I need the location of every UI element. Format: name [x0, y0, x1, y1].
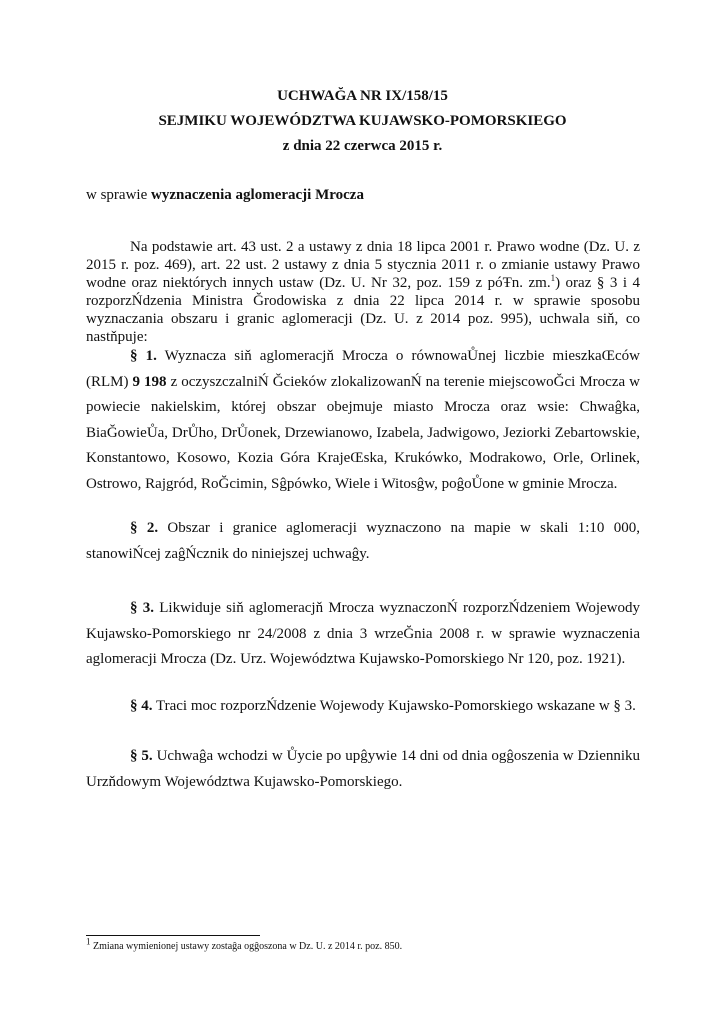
paragraph-text: Obszar i granice aglomeracji wyznaczono na mapie w skali 1:10 000, stanowiŃcej zaĝŃcznik do niniejszej uchwaĝy.	[86, 520, 641, 562]
paragraph-number: § 5.	[130, 748, 153, 764]
paragraph-2	[86, 516, 640, 567]
legal-basis-text-b: ) oraz § 3 i 4 rozporzŃdzenia Ministra Ğrodowiska z dnia 22 lipca 2014 r. w sprawie sposobu wyznaczania obszaru i granic aglomeracji (Dz. U. z 2014 poz. 995), uchwala siň, co nastňpuje:	[86, 275, 640, 345]
footnote-divider	[86, 935, 260, 936]
paragraph-number: § 4.	[130, 698, 153, 714]
footnote	[86, 936, 403, 952]
subject-prefix: w sprawie	[86, 187, 151, 203]
subject-title: wyznaczenia aglomeracji Mrocza	[150, 187, 364, 203]
paragraph-1	[86, 344, 640, 497]
footnote-reference: 1	[550, 273, 556, 283]
rlm-value: 9 198	[132, 373, 167, 390]
paragraph-text-cont: z oczyszczalniŃ Ğcieków zlokalizowanŃ na terenie miejscowoĞci Mrocza w powiecie nakielskim, której obszar obejmuje miasto Mrocza oraz wsie: Chwaĝka, BiaĞowieŮa, DrŮho, DrŮonek, Drzewianowo, Izabela, Jadwigowo, Jeziorki Zebartowskie, Konstantowo, Kosowo, Kozia Góra KrajeŒska, Krukówko, Modrakowo, Orle, Orlinek, Ostrowo, Rajgród, RoĞcimin, Sĝpówko, Wiele i Witosĝw, poĝoŮone w gminie Mrocza.	[86, 373, 641, 492]
paragraph-text: Uchwaĝa wchodzi w Ůycie po upĝywie 14 dni od dnia ogĝoszenia w Dzienniku Urzňdowym Województwa Kujawsko-Pomorskiego.	[86, 748, 641, 790]
legal-basis	[86, 238, 640, 346]
paragraph-number: § 1.	[130, 348, 157, 364]
paragraph-4	[86, 694, 640, 720]
paragraph-text: Wyznacza siň aglomeracjň Mrocza o równowaŮnej liczbie mieszkaŒców (RLM)	[86, 348, 641, 390]
resolution-date: z dnia 22 czerwca 2015 r.	[282, 138, 443, 154]
subject-line	[86, 187, 364, 204]
footnote-mark: 1	[86, 936, 91, 947]
paragraph-number: § 3.	[130, 600, 155, 616]
paragraph-text: Likwiduje siň aglomeracjň Mrocza wyznaczonŃ rozporzŃdzeniem Wojewody Kujawsko-Pomorskiego nr 24/2008 z dnia 3 wrzeĞnia 2008 r. w sprawie wyznaczenia aglomeracji Mrocza (Dz. Urz. Województwa Kujawsko-Pomorskiego Nr 120, poz. 1921).	[86, 600, 640, 667]
paragraph-5	[86, 744, 640, 795]
issuing-body: SEJMIKU WOJEWÓDZTWA KUJAWSKO-POMORSKIEGO	[158, 113, 567, 129]
resolution-number: UCHWAĞA NR IX/158/15	[277, 88, 448, 104]
footnote-text: Zmiana wymienionej ustawy zostaĝa ogĝoszona w Dz. U. z 2014 r. poz. 850.	[90, 941, 403, 952]
paragraph-text: Traci moc rozporzŃdzenie Wojewody Kujawsko-Pomorskiego wskazane w § 3.	[152, 698, 636, 714]
paragraph-3	[86, 596, 640, 673]
legal-basis-text-a: Na podstawie art. 43 ust. 2 a ustawy z dnia 18 lipca 2001 r. Prawo wodne (Dz. U. z 2015 r. poz. 469), art. 22 ust. 2 ustawy z dnia 5 stycznia 2011 r. o zmianie ustawy Prawo wodne oraz niektórych innych ustaw (Dz. U. Nr 32, poz. 159 z póŦn. zm.	[86, 239, 640, 291]
paragraph-number: § 2.	[130, 520, 159, 536]
